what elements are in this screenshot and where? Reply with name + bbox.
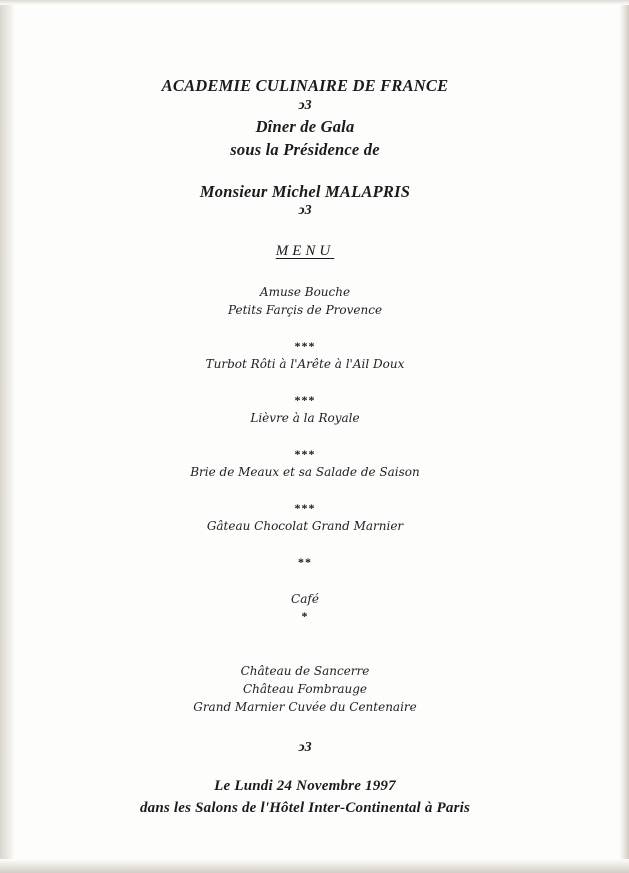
course-item: Turbot Rôti à l'Arête à l'Ail Doux	[205, 357, 405, 371]
host-name: Monsieur Michel MALAPRIS	[199, 182, 411, 201]
event-title: Dîner de Gala	[255, 117, 355, 136]
course-item: Gâteau Chocolat Grand Marnier	[206, 519, 404, 533]
course-separator: ***	[294, 501, 316, 515]
wine-item: Château Fombrauge	[242, 682, 368, 696]
course-separator: *	[301, 609, 309, 623]
ornament-mark: ↄ3	[298, 203, 312, 218]
ornament-mark: ↄ3	[298, 98, 312, 113]
page-right-edge	[619, 0, 629, 873]
presidency-line: sous la Présidence de	[230, 140, 380, 159]
course-separator: ***	[294, 393, 316, 407]
course-separator: ***	[294, 339, 316, 353]
page-bottom-edge	[0, 859, 629, 873]
course-item: Petits Farçis de Provence	[227, 303, 383, 317]
event-date: Le Lundi 24 Novembre 1997	[214, 778, 396, 794]
menu-heading: MENU	[275, 243, 335, 259]
wine-item: Grand Marnier Cuvée du Centenaire	[193, 700, 417, 714]
page-top-edge	[0, 0, 629, 5]
course-item: Amuse Bouche	[259, 285, 351, 299]
course-separator: ***	[294, 447, 316, 461]
event-venue: dans les Salons de l'Hôtel Inter-Continental à Paris	[139, 800, 471, 816]
course-item: Lièvre à la Royale	[250, 411, 360, 425]
wine-item: Château de Sancerre	[240, 664, 370, 678]
course-separator: **	[298, 555, 312, 569]
ornament-mark: ↄ3	[298, 740, 312, 755]
course-item: Brie de Meaux et sa Salade de Saison	[190, 465, 420, 479]
course-item: Café	[291, 592, 319, 606]
institution-title: ACADEMIE CULINAIRE DE FRANCE	[161, 76, 449, 95]
